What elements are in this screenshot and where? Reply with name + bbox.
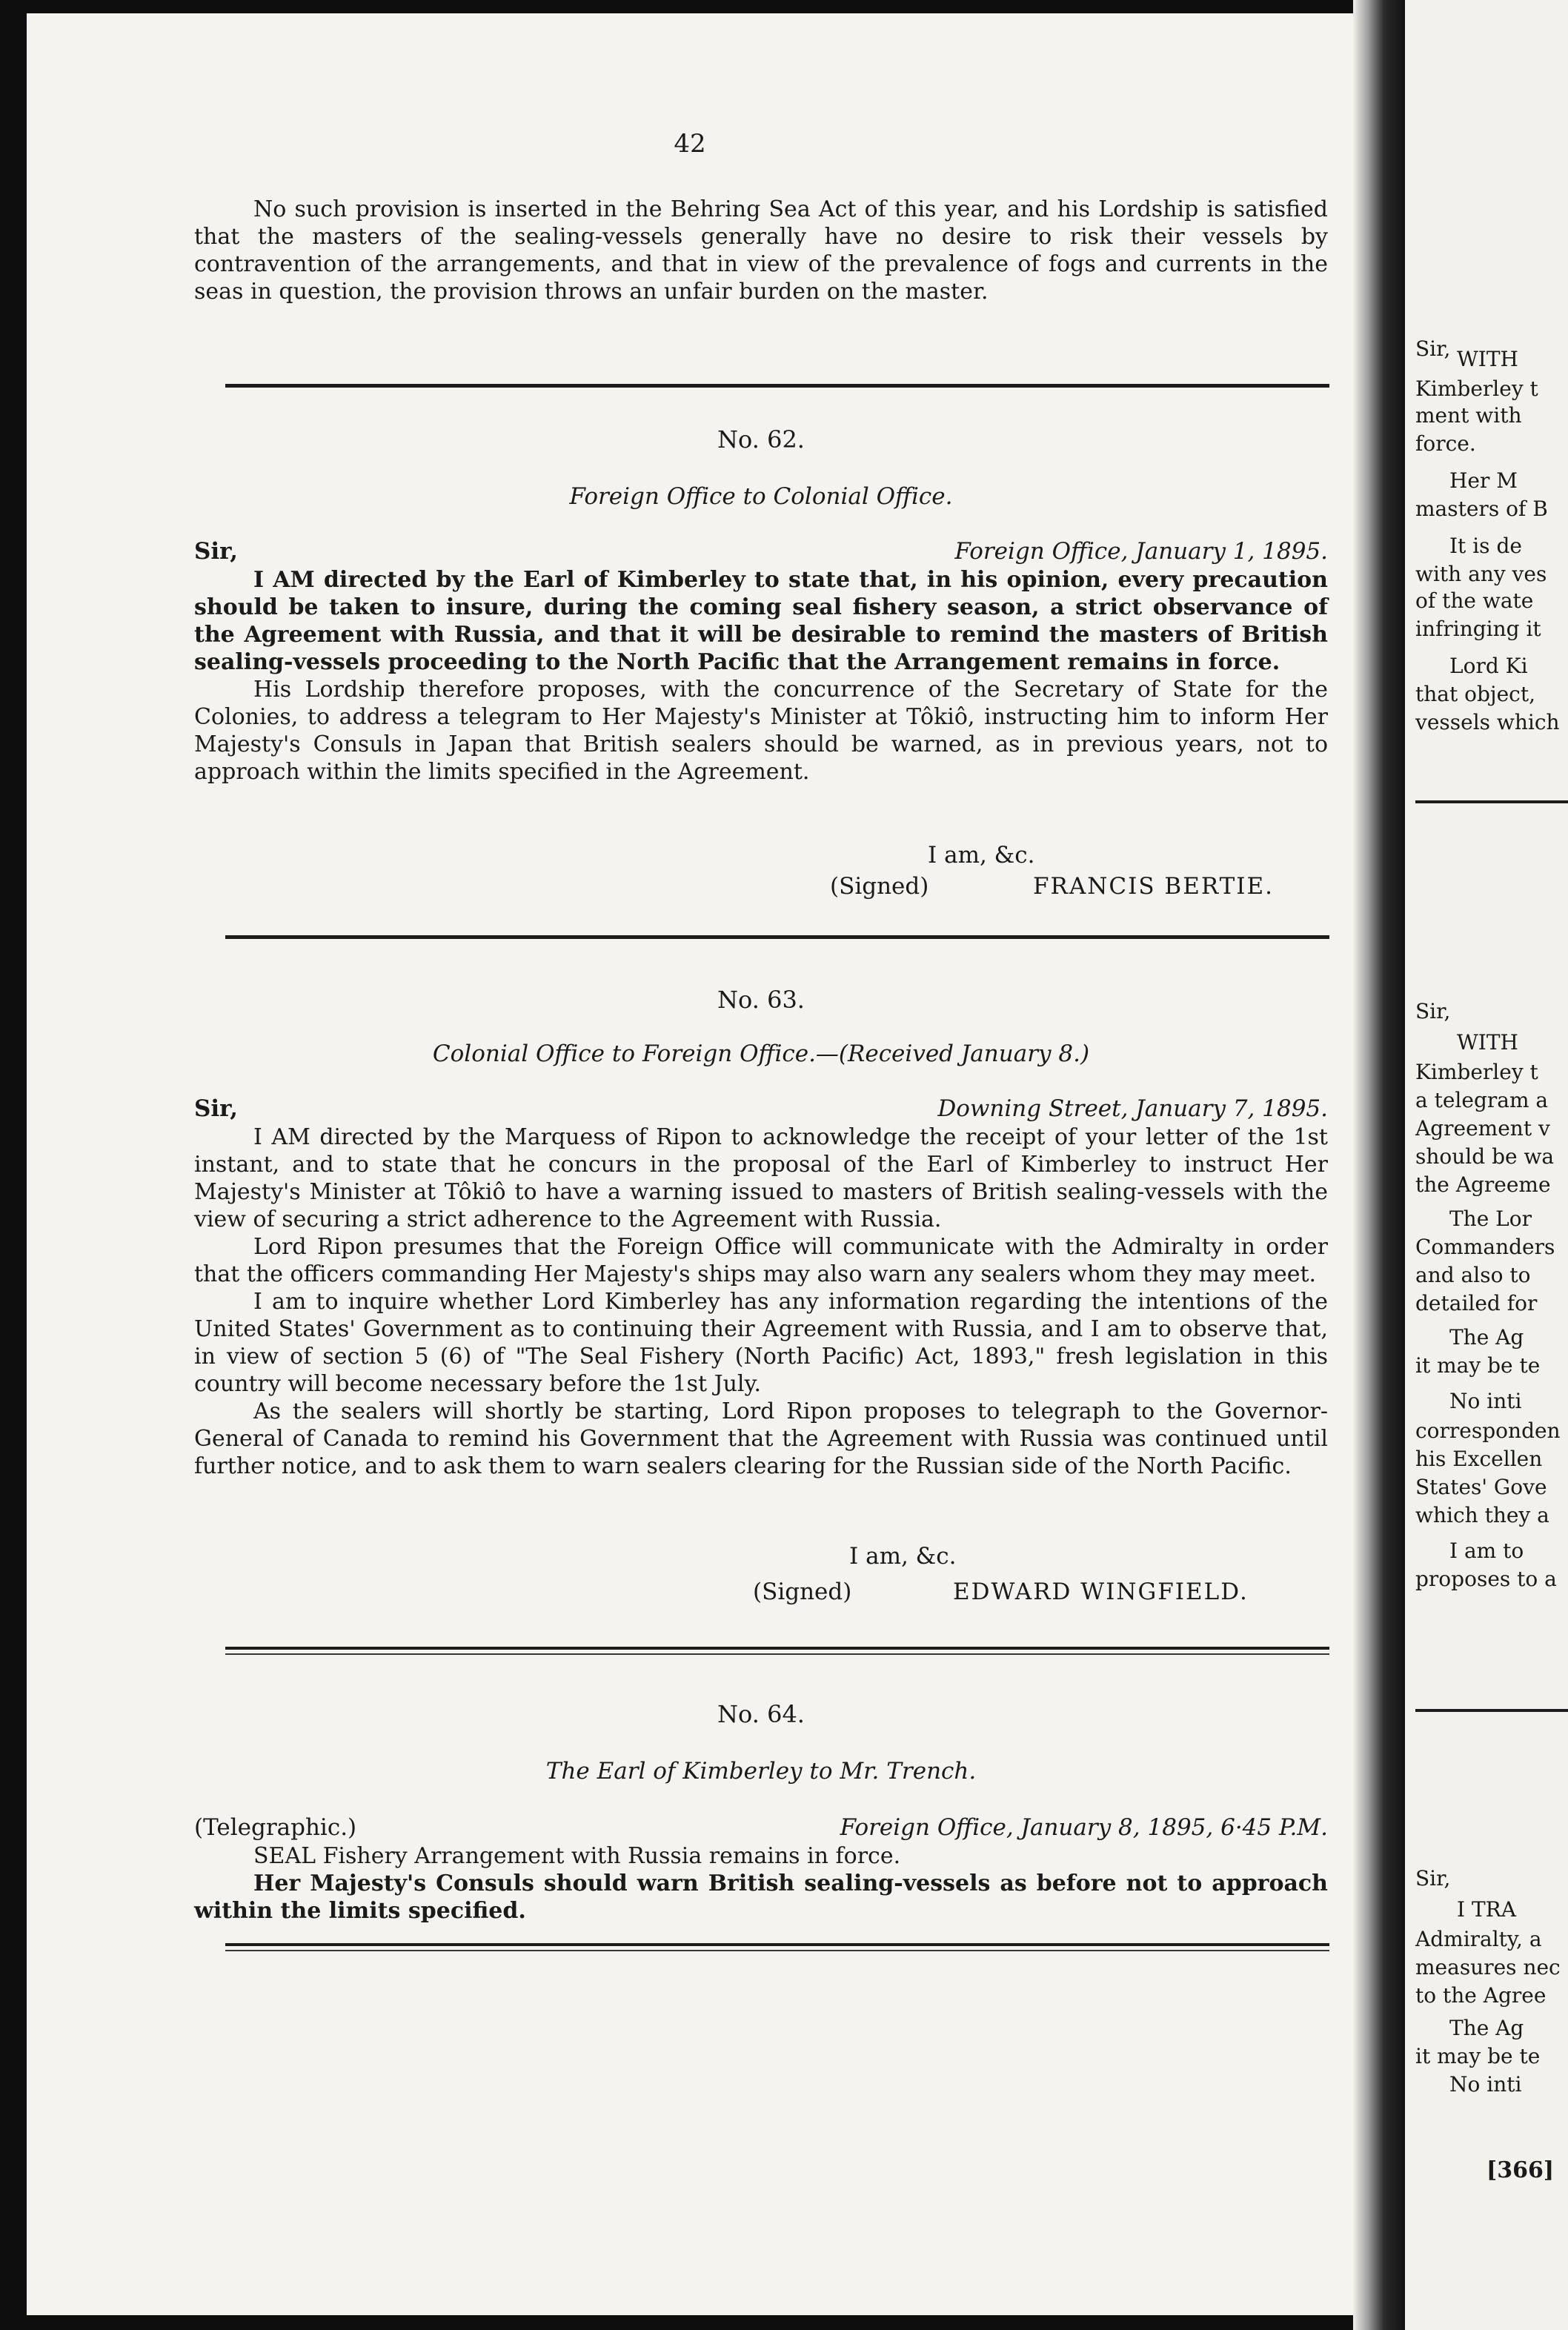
right-fragment: his Excellen: [1415, 1447, 1543, 1471]
section-rule: [225, 935, 1329, 939]
right-fragment: that object,: [1415, 682, 1535, 706]
body-paragraph: SEAL Fishery Arrangement with Russia remains in force.: [253, 1843, 901, 1869]
right-fragment: which they a: [1415, 1503, 1549, 1527]
document-body: [194, 566, 1328, 786]
place-date: Foreign Office, January 1, 1895.: [954, 538, 1328, 565]
right-fragment: proposes to a: [1415, 1567, 1557, 1591]
right-fragment: should be wa: [1415, 1144, 1555, 1169]
section-rule-double: [225, 1943, 1329, 1946]
right-fragment: it may be te: [1415, 1353, 1541, 1378]
right-fragment: measures nec: [1415, 1955, 1561, 1979]
body-paragraph: Lord Ripon presumes that the Foreign Office will communicate with the Admiralty in order that the officers commanding Her Majesty's ships may also warn any sealers whom they may meet.: [194, 1234, 1328, 1287]
right-fragment: Sir,: [1415, 999, 1451, 1023]
printer-signature-mark: [366]: [1486, 2157, 1555, 2183]
telegraphic-label: (Telegraphic.): [194, 1814, 357, 1841]
right-fragment: States' Gove: [1415, 1475, 1547, 1499]
body-paragraph: His Lordship therefore proposes, with the concurrence of the Secretary of State for the Colonies, to address a telegram to Her Majesty's Minister at Tôkiô, instructing him to inform Her Majesty's Consuls in Japan that British sealers should be warned, as in previous years, not to approach within the limits specified in the Agreement.: [194, 677, 1328, 785]
right-fragment: detailed for: [1415, 1291, 1538, 1315]
right-fragment: I am to: [1449, 1539, 1524, 1563]
right-fragment: WITH: [1457, 347, 1518, 371]
book-gutter: [1353, 0, 1405, 2330]
page-number: 42: [674, 129, 706, 159]
section-rule: [225, 384, 1329, 388]
document-heading: Foreign Office to Colonial Office.: [569, 483, 953, 510]
right-fragment: Admiralty, a: [1415, 1927, 1542, 1951]
right-fragment: WITH: [1457, 1030, 1518, 1055]
right-fragment: the Agreeme: [1415, 1172, 1551, 1197]
right-fragment: it may be te: [1415, 2044, 1541, 2068]
salutation: Sir,: [194, 538, 239, 565]
right-fragment: to the Agree: [1415, 1983, 1547, 2008]
salutation-date-line: [194, 1814, 1328, 1841]
document-body: [194, 1842, 1328, 1925]
document-number: No. 62.: [717, 425, 805, 454]
right-fragment: and also to: [1415, 1263, 1531, 1287]
right-fragment: Sir,: [1415, 1866, 1451, 1891]
intro-paragraph: No such provision is inserted in the Behring Sea Act of this year, and his Lordship is satisfied that the masters of the sealing-vessels generally have no desire to risk their vessels by contravention of the arrangements, and that in view of the prevalence of fogs and currents in the seas in question, the provision throws an unfair burden on the master.: [194, 196, 1328, 305]
salutation-date-line: [194, 538, 1328, 565]
place-date: Foreign Office, January 8, 1895, 6·45 P.M.: [840, 1814, 1328, 1841]
right-fragment: force.: [1415, 431, 1476, 456]
right-fragment: with any ves: [1415, 562, 1547, 586]
right-fragment: Her M: [1449, 468, 1518, 493]
right-fragment: Commanders: [1415, 1235, 1555, 1259]
document-number: No. 63.: [717, 986, 805, 1014]
body-paragraph: Her Majesty's Consuls should warn British sealing-vessels as before not to approach within the limits specified.: [194, 1871, 1328, 1924]
right-fragment: No inti: [1449, 2072, 1522, 2097]
right-fragment: infringing it: [1415, 617, 1541, 641]
left-page: [27, 13, 1353, 2315]
right-fragment: The Ag: [1449, 1325, 1524, 1350]
right-fragment: Kimberley t: [1415, 1060, 1538, 1084]
right-fragment: Sir,: [1415, 336, 1451, 361]
place-date: Downing Street, January 7, 1895.: [937, 1095, 1328, 1122]
closing: I am, &c.: [849, 1543, 957, 1570]
right-fragment: Lord Ki: [1449, 654, 1528, 678]
signed-label: (Signed): [753, 1579, 852, 1605]
signed-label: (Signed): [830, 873, 929, 900]
right-rule: [1415, 800, 1568, 803]
right-fragment: a telegram a: [1415, 1088, 1549, 1112]
document-number: No. 64.: [717, 1700, 805, 1728]
right-fragment: No inti: [1449, 1389, 1522, 1413]
document-heading: Colonial Office to Foreign Office.—(Received January 8.): [432, 1040, 1090, 1067]
right-fragment: masters of B: [1415, 497, 1548, 521]
signatory: FRANCIS BERTIE.: [1033, 873, 1275, 900]
right-fragment: The Lor: [1449, 1207, 1532, 1231]
salutation-date-line: [194, 1095, 1328, 1122]
body-paragraph: I am to inquire whether Lord Kimberley has any information regarding the intentions of the United States' Government as to continuing their Agreement with Russia, and I am to observe that, in view of section 5 (6) of "The Seal Fishery (North Pacific) Act, 1893," fresh legislation in this country will become necessary before the 1st July.: [194, 1289, 1328, 1397]
right-fragment: It is de: [1449, 534, 1522, 558]
right-fragment: The Ag: [1449, 2016, 1524, 2040]
body-paragraph: I AM directed by the Marquess of Ripon to acknowledge the receipt of your letter of the 1st instant, and to state that he concurs in the proposal of the Earl of Kimberley to instruct Her Majesty's Minister at Tôkiô to have a warning issued to masters of British sealing-vessels with the view of securing a strict adherence to the Agreement with Russia.: [194, 1124, 1328, 1232]
salutation: Sir,: [194, 1095, 239, 1122]
right-fragment: of the wate: [1415, 588, 1534, 613]
right-fragment: ment with: [1415, 403, 1522, 428]
body-paragraph: I AM directed by the Earl of Kimberley to state that, in his opinion, every precaution should be taken to insure, during the coming seal fishery season, a strict observance of the Agreement with Russia, and that it will be desirable to remind the masters of British sealing-vessels proceeding to the North Pacific that the Arrangement remains in force.: [194, 567, 1328, 675]
document-heading: The Earl of Kimberley to Mr. Trench.: [545, 1758, 977, 1785]
body-paragraph: As the sealers will shortly be starting, Lord Ripon proposes to telegraph to the Governor-General of Canada to remind his Government that the Agreement with Russia was continued until further notice, and to ask them to warn sealers clearing for the Russian side of the North Pacific.: [194, 1398, 1328, 1479]
right-rule: [1415, 1709, 1568, 1712]
right-fragment: corresponden: [1415, 1418, 1561, 1443]
right-fragment: I TRA: [1457, 1897, 1516, 1922]
right-fragment: vessels which: [1415, 710, 1560, 734]
document-body: [194, 1123, 1328, 1480]
right-fragment: Kimberley t: [1415, 376, 1538, 401]
section-rule-double: [225, 1647, 1329, 1650]
signatory: EDWARD WINGFIELD.: [953, 1579, 1249, 1605]
closing: I am, &c.: [928, 842, 1035, 869]
right-page: [1405, 0, 1568, 2330]
intro-paragraph-block: [194, 196, 1328, 305]
right-fragment: Agreement v: [1415, 1116, 1550, 1141]
